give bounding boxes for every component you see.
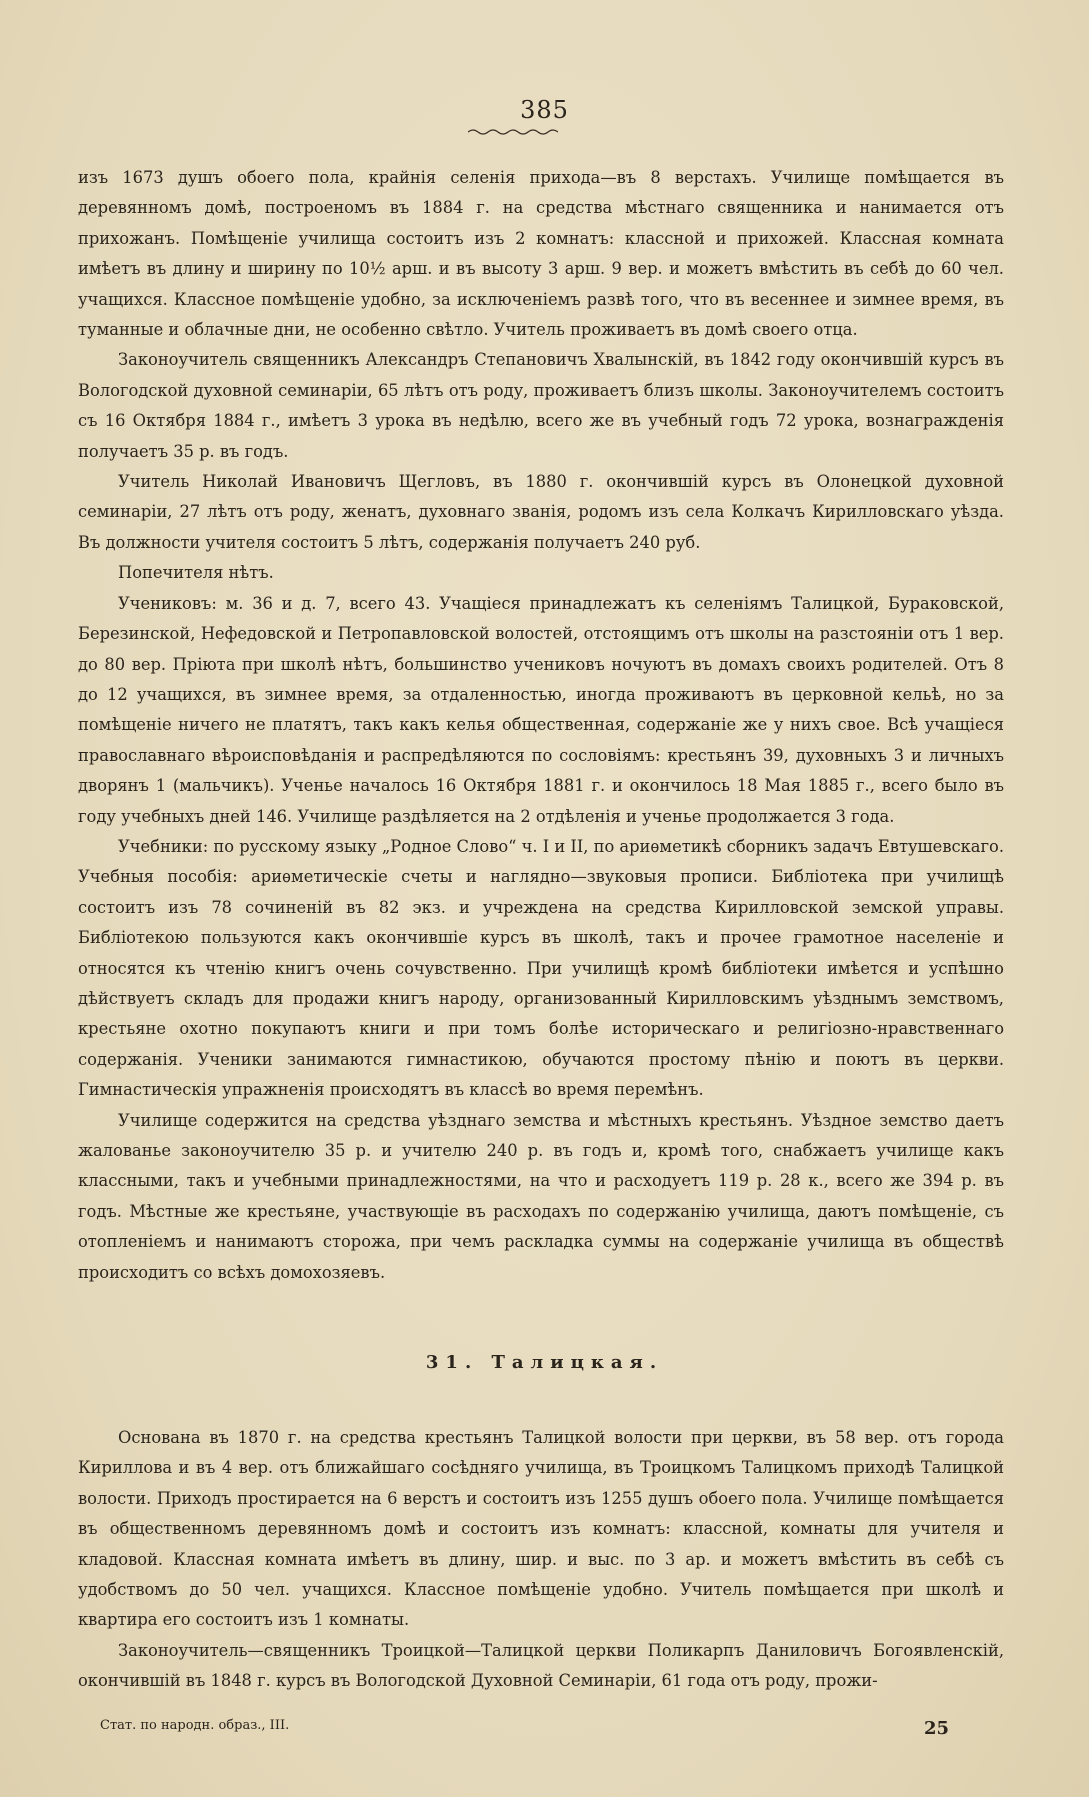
paragraph-trustee: Попечителя нѣтъ. bbox=[118, 563, 274, 583]
paragraph-students: Учениковъ: м. 36 и д. 7, всего 43. Учащіеся принадлежатъ къ селеніямъ Талицкой, Бураковской, Березинской, Нефедовской и Петропавловской волостей, отстоящимъ отъ школы на разстояніи отъ 1 вер. до 80 вер. Пріюта при школѣ нѣтъ, большинство учениковъ ночуютъ въ домахъ своихъ родителей. Отъ 8 до 12 учащихся, въ зимнее время, за отдаленностью, иногда проживаютъ въ церковной кельѣ, но за помѣщеніе ничего не платятъ, такъ какъ келья общественная, содержаніе же у нихъ свое. Всѣ учащіеся православнаго вѣроисповѣданія и распредѣляются по сословіямъ: крестьянъ 39, духовныхъ 3 и личныхъ дворянъ 1 (мальчикъ). Ученье началось 16 Октября 1881 г. и окончилось 18 Мая 1885 г., всего было въ году учебныхъ дней 146. Училище раздѣляется на 2 отдѣленія и ученье продолжается 3 года. bbox=[78, 593, 1004, 826]
section-paragraph-law-teacher: Законоучитель—священникъ Троицкой—Талицкой церкви Поликарпъ Даниловичъ Богоявленскій, окончившій въ 1848 г. курсъ въ Вологодской Духовной Семинаріи, 61 года отъ роду, прожи- bbox=[78, 1640, 1004, 1691]
paragraph-teacher: Учитель Николай Ивановичъ Щегловъ, въ 1880 г. окончившій курсъ въ Олонецкой духовной семинаріи, 27 лѣтъ отъ роду, женатъ, духовнаго званія, родомъ изъ села Колкачъ Кирилловскаго уѣзда. Въ должности учителя состоитъ 5 лѣтъ, содержанія получаетъ 240 руб. bbox=[78, 472, 1004, 552]
footer-source: Стат. по народн. образ., III. bbox=[100, 1718, 290, 1733]
paragraph-funding: Училище содержится на средства уѣзднаго земства и мѣстныхъ крестьянъ. Уѣздное земство даетъ жалованье законоучителю 35 р. и учителю 240 р. въ годъ и, кромѣ того, снабжаетъ училище какъ классными, такъ и учебными принадлежностями, на что и расходуетъ 119 р. 28 к., всего же 394 р. въ годъ. Мѣстные же крестьяне, участвующіе въ расходахъ по содержанію училища, даютъ помѣщеніе, съ отопленіемъ и нанимаютъ сторожа, при чемъ раскладка суммы на содержаніе училища въ обществѣ происходитъ со всѣхъ домохозяевъ. bbox=[78, 1110, 1004, 1282]
paragraph-continued: изъ 1673 душъ обоего пола, крайнія селенія прихода—въ 8 верстахъ. Училище помѣщается въ деревянномъ домѣ, построеномъ въ 1884 г. на средства мѣстнаго священника и нанимается отъ прихожанъ. Помѣщеніе училища состоитъ изъ 2 комнатъ: классной и прихожей. Классная комната имѣетъ въ длину и ширину по 10½ арш. и въ высоту 3 арш. 9 вер. и можетъ вмѣстить въ себѣ до 60 чел. учащихся. Классное помѣщеніе удобно, за исключеніемъ развѣ того, что въ весеннее и зимнее время, въ туманные и облачные дни, не особенно свѣтло. Учитель проживаетъ въ домѣ своего отца. bbox=[78, 168, 1004, 340]
paragraph-law-teacher: Законоучитель священникъ Александръ Степановичъ Хвалынскій, въ 1842 году окончившій курсъ въ Вологодской духовной семинаріи, 65 лѣтъ отъ роду, проживаетъ близъ школы. Законоучителемъ состоитъ съ 16 Октября 1884 г., имѣетъ 3 урока въ недѣлю, всего же въ учебный годъ 72 урока, вознагражденія получаетъ 35 р. въ годъ. bbox=[78, 350, 1004, 461]
wavy-ornament bbox=[468, 128, 558, 136]
footer-signature: 25 bbox=[923, 1718, 949, 1739]
page-number: 385 bbox=[520, 96, 569, 124]
paragraph-textbooks: Учебники: по русскому языку „Родное Слово“ ч. I и II, по ариѳметикѣ сборникъ задачъ Евтушевскаго. Учебныя пособія: ариѳметическіе счеты и наглядно—звуковыя прописи. Библіотека при училищѣ состоитъ изъ 78 сочиненій въ 82 экз. и учреждена на средства Кирилловской земской управы. Библіотекою пользуются какъ окончившіе курсъ въ школѣ, такъ и прочее грамотное населеніе и относятся къ чтенію книгъ очень сочувственно. При училищѣ кромѣ библіотеки имѣется и успѣшно дѣйствуетъ складъ для продажи книгъ народу, организованный Кирилловскимъ уѣзднымъ земствомъ, крестьяне охотно покупаютъ книги и при томъ болѣе историческаго и религіозно-нравственнаго содержанія. Ученики занимаются гимнастикою, обучаются простому пѣнію и поютъ въ церкви. Гимнастическія упражненія происходятъ въ классѣ во время перемѣнъ. bbox=[78, 836, 1004, 1100]
section-text bbox=[78, 1423, 1004, 1697]
section-heading: 31. Талицкая. bbox=[425, 1352, 664, 1373]
main-text bbox=[78, 163, 1004, 1288]
section-paragraph-founding: Основана въ 1870 г. на средства крестьянъ Талицкой волости при церкви, въ 58 вер. отъ города Кириллова и въ 4 вер. отъ ближайшаго сосѣдняго училища, въ Троицкомъ Талицкомъ приходѣ Талицкой волости. Приходъ простирается на 6 верстъ и состоитъ изъ 1255 душъ обоего пола. Училище помѣщается въ общественномъ деревянномъ домѣ и состоитъ изъ комнатъ: классной, комнаты для учителя и кладовой. Классная комната имѣетъ въ длину, шир. и выс. по 3 ар. и можетъ вмѣстить въ себѣ съ удобствомъ до 50 чел. учащихся. Классное помѣщеніе удобно. Учитель помѣщается при школѣ и квартира его состоитъ изъ 1 комнаты. bbox=[78, 1428, 1004, 1630]
